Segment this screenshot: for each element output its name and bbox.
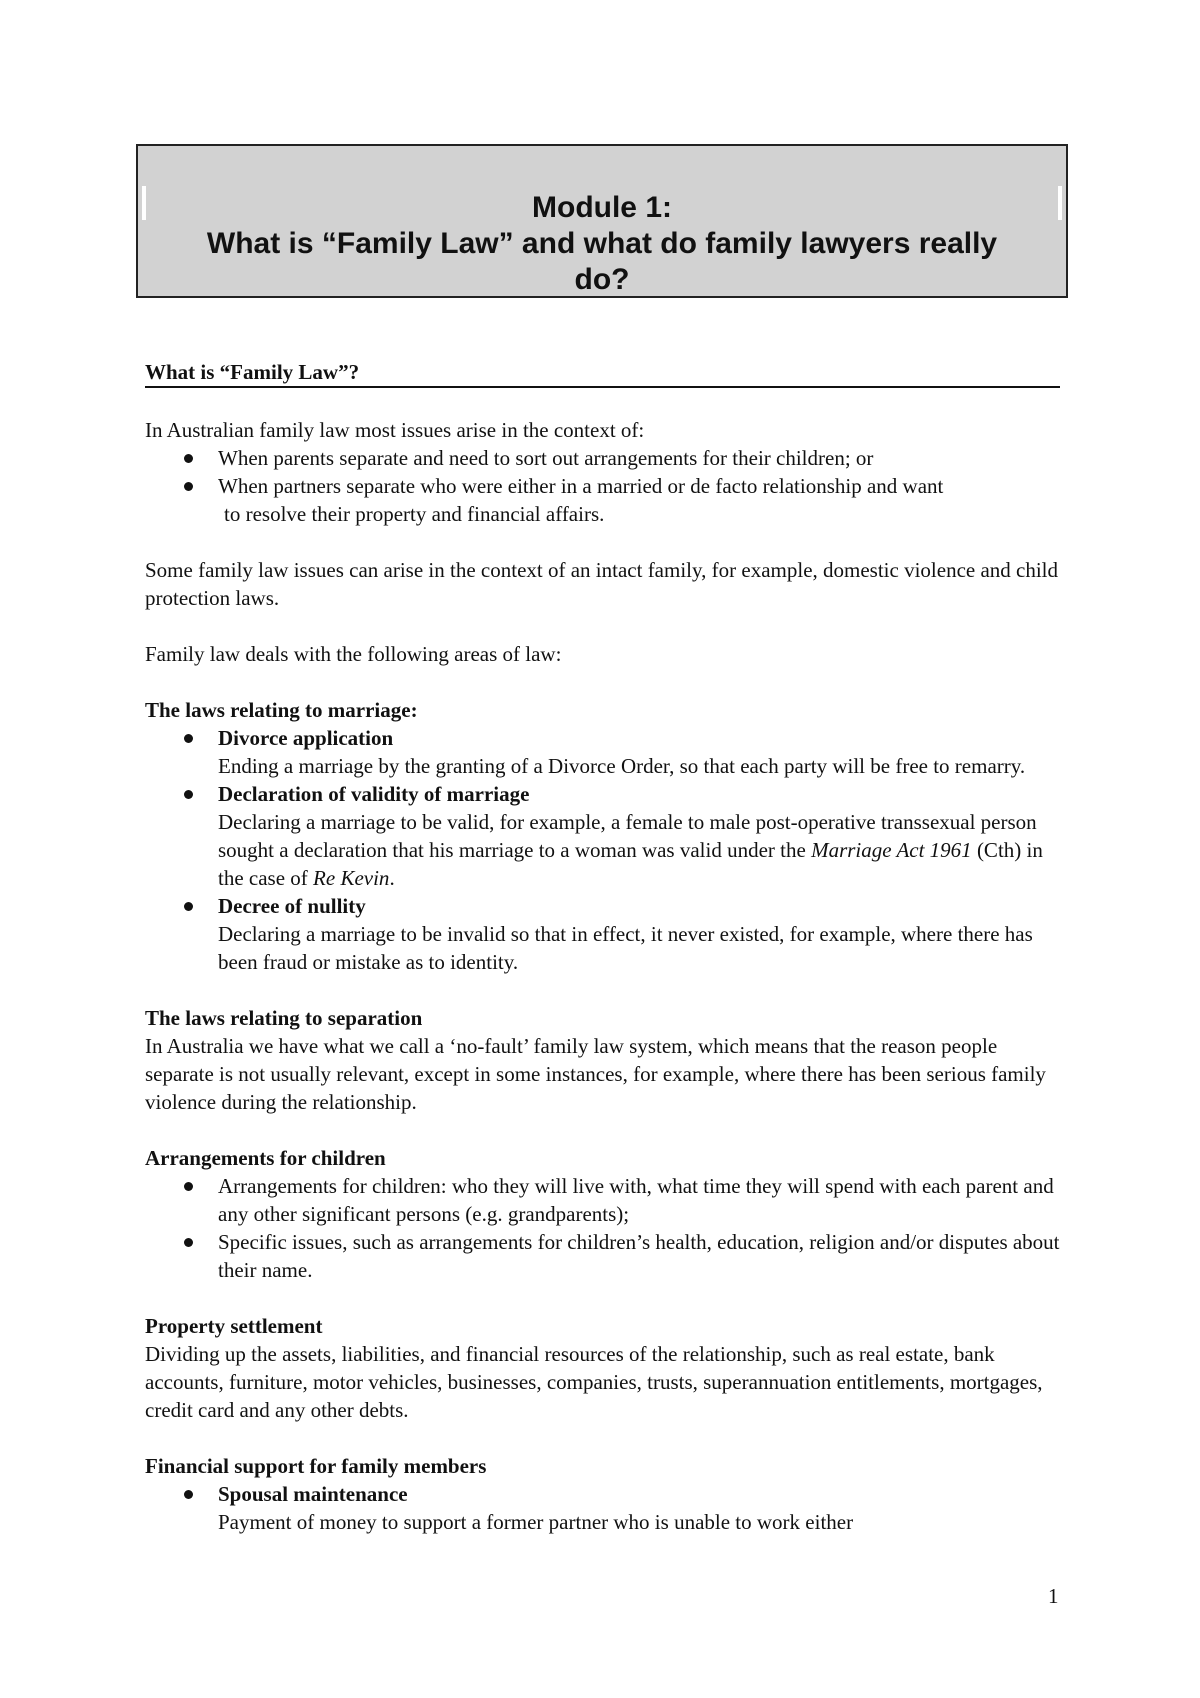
- section-text: Dividing up the assets, liabilities, and financial resources of the relationship, such as real estate, bank accounts, furniture, motor vehicles, businesses, companies, trusts, superannuation entitlements, mortgages, credit card and any other debts.: [145, 1342, 1043, 1422]
- intro-lead: In Australian family law most issues arise in the context of:: [145, 418, 645, 442]
- intro-paragraph: Family law deals with the following areas of law:: [145, 642, 562, 666]
- bullet-text: When parents separate and need to sort out arrangements for their children; or: [218, 446, 874, 470]
- item-description: [218, 808, 1060, 892]
- section-heading-marriage: The laws relating to marriage:: [145, 698, 418, 722]
- list-item: [218, 444, 1060, 472]
- bullet-text: Arrangements for children: who they will live with, what time they will spend with each parent and any other significant persons (e.g. grandparents);: [218, 1174, 1054, 1226]
- separation-section: [145, 1004, 1060, 1116]
- list-item: [218, 1172, 1060, 1228]
- section-heading-what-is-family-law: What is “Family Law”?: [145, 358, 1060, 388]
- bullet-text-continued: to resolve their property and financial affairs.: [224, 502, 605, 526]
- description-text: (Cth) in the case of: [218, 838, 1043, 890]
- bullet-text: Specific issues, such as arrangements for children’s health, education, religion and/or disputes about their name.: [218, 1230, 1060, 1282]
- financial-list: [145, 1480, 1060, 1536]
- act-citation: Marriage Act 1961: [811, 838, 972, 862]
- case-citation: Re Kevin: [313, 866, 390, 890]
- document-body: [145, 358, 1060, 1536]
- list-item: [218, 724, 1060, 780]
- item-title: Divorce application: [218, 726, 394, 750]
- list-item: [218, 892, 1060, 976]
- item-description: Ending a marriage by the granting of a Divorce Order, so that each party will be free to remarry.: [218, 754, 1026, 778]
- module-title-line: What is “Family Law” and what do family lawyers really: [206, 227, 998, 260]
- item-description: Declaring a marriage to be invalid so that in effect, it never existed, for example, where there has been fraud or mistake as to identity.: [218, 922, 1033, 974]
- title-box-left-mark: [142, 186, 146, 220]
- item-title: Declaration of validity of marriage: [218, 782, 530, 806]
- section-heading-children: Arrangements for children: [145, 1146, 386, 1170]
- intro-bullet-list: [145, 444, 1060, 528]
- property-section: [145, 1312, 1060, 1424]
- list-item: [218, 1228, 1060, 1284]
- children-list: [145, 1172, 1060, 1284]
- page-number: 1: [1048, 1584, 1059, 1608]
- list-item: [218, 472, 1060, 528]
- list-item: [218, 780, 1060, 892]
- intro-paragraph: Some family law issues can arise in the context of an intact family, for example, domestic violence and child protection laws.: [145, 558, 1059, 610]
- title-box-right-mark: [1058, 186, 1062, 220]
- section-heading-property: Property settlement: [145, 1314, 323, 1338]
- item-description: Payment of money to support a former partner who is unable to work either: [218, 1510, 854, 1534]
- description-text: Declaring a marriage to be valid, for example, a female to male post-operative transsexual person sought a declaration that his marriage to a woman was valid under the: [218, 810, 1037, 862]
- marriage-list: [145, 724, 1060, 976]
- section-heading-financial: Financial support for family members: [145, 1454, 487, 1478]
- module-title-line-end: do?: [574, 263, 630, 296]
- section-heading-separation: The laws relating to separation: [145, 1006, 423, 1030]
- list-item: [218, 1480, 1060, 1536]
- item-title: Decree of nullity: [218, 894, 366, 918]
- module-number: Module 1:: [532, 191, 672, 224]
- description-text: .: [389, 866, 395, 890]
- item-title: Spousal maintenance: [218, 1482, 408, 1506]
- module-title-box: [136, 144, 1068, 298]
- bullet-text: When partners separate who were either in a married or de facto relationship and want: [218, 474, 944, 498]
- section-text: In Australia we have what we call a ‘no-fault’ family law system, which means that the reason people separate is not usually relevant, except in some instances, for example, where there has been serious family violence during the relationship.: [145, 1034, 1046, 1114]
